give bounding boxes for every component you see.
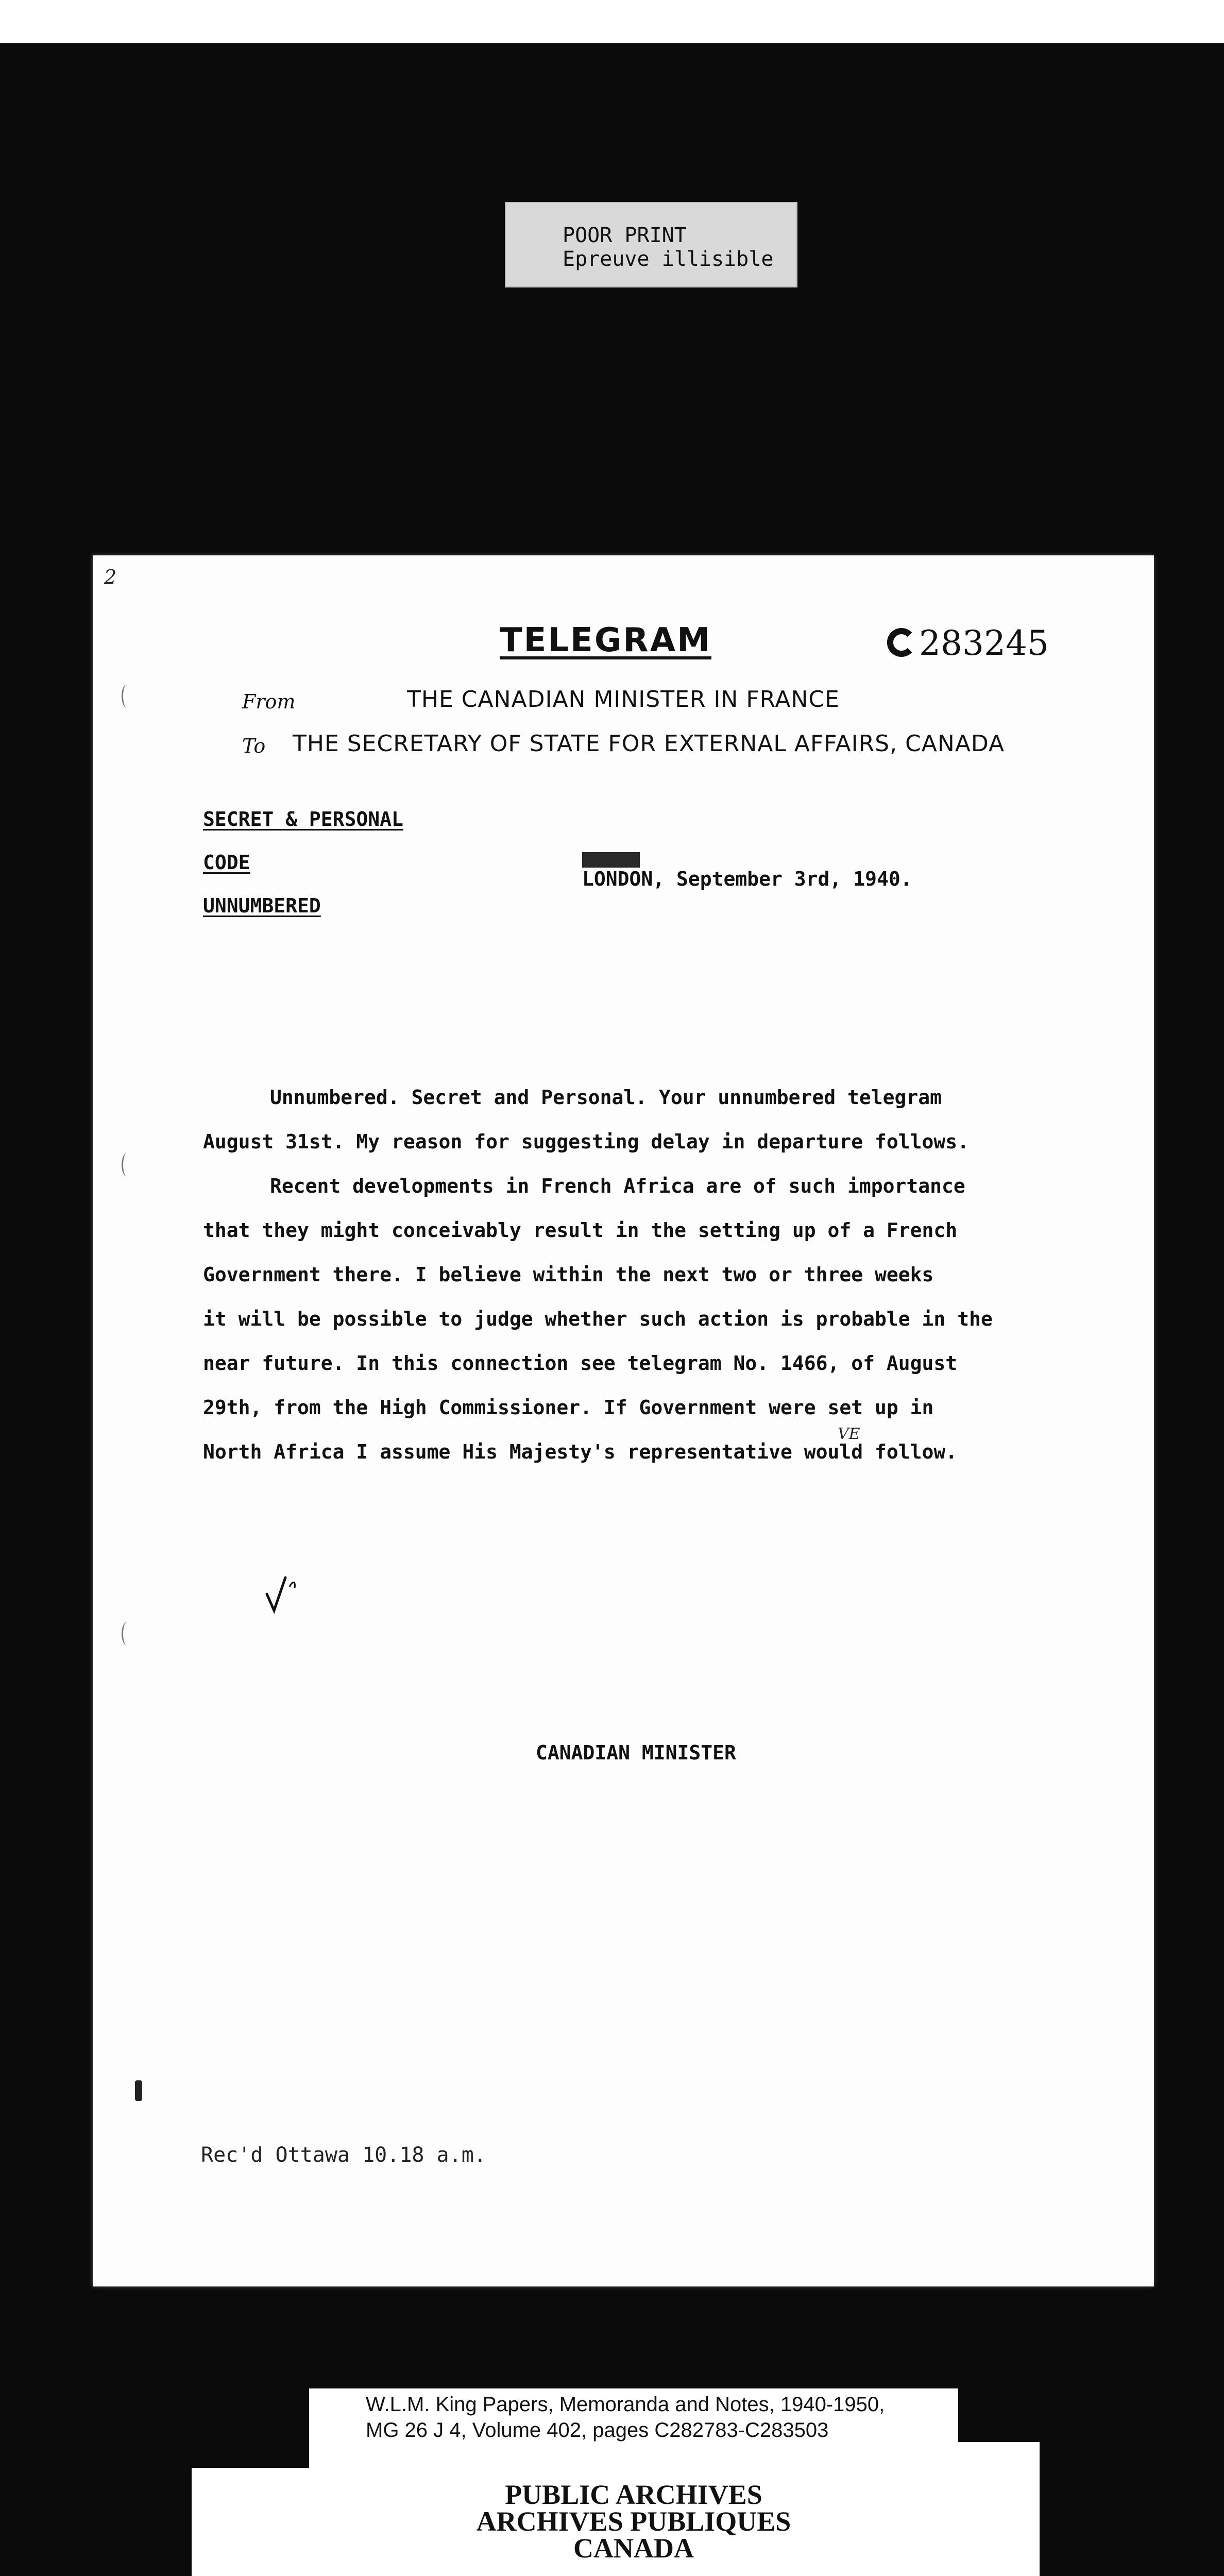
top-margin-strip	[0, 0, 1224, 43]
place-date: LONDON, September 3rd, 1940.	[582, 868, 912, 890]
body-line: it will be possible to judge whether such action is probable in the	[203, 1308, 993, 1330]
body-line: Recent developments in French Africa are of such importance	[270, 1175, 965, 1197]
handwritten-correction: VE	[838, 1425, 860, 1443]
telegram-page	[93, 555, 1154, 2286]
footer-notch	[958, 2401, 1040, 2442]
body-line: Government there. I believe within the next two or three weeks	[203, 1263, 934, 1286]
telegram-title: TELEGRAM	[500, 621, 711, 659]
body-line: 29th, from the High Commissioner. If Government were set up in	[203, 1396, 934, 1419]
stamp-line-2: Epreuve illisible	[563, 247, 774, 271]
pin-mark	[135, 2080, 142, 2101]
archive-citation	[366, 2392, 885, 2443]
body-line: near future. In this connection see telegram No. 1466, of August	[203, 1352, 958, 1375]
archive-name	[309, 2481, 958, 2562]
to-value: THE SECRETARY OF STATE FOR EXTERNAL AFFAIRS, CANADA	[293, 731, 1005, 757]
archive-c-icon	[886, 628, 916, 657]
archive-line-1: PUBLIC ARCHIVES	[505, 2479, 762, 2510]
binder-hole-mark	[122, 1622, 132, 1646]
binder-hole-mark	[122, 684, 132, 708]
archive-line-3: CANADA	[573, 2533, 694, 2564]
citation-line-2: MG 26 J 4, Volume 402, pages C282783-C283503	[366, 2419, 829, 2442]
handwritten-margin-note: 2	[104, 566, 117, 588]
stamp-line-1: POOR PRINT	[563, 224, 687, 247]
footer-notch	[192, 2401, 311, 2468]
redaction-bar	[582, 852, 640, 868]
binder-hole-mark	[122, 1153, 132, 1177]
from-label: From	[242, 690, 296, 713]
classification-code: CODE	[203, 851, 250, 874]
body-line: August 31st. My reason for suggesting delay in departure follows.	[203, 1130, 970, 1153]
document-number: 283245	[919, 623, 1049, 663]
body-line: Unnumbered. Secret and Personal. Your unnumbered telegram	[270, 1086, 942, 1109]
signature: CANADIAN MINISTER	[536, 1741, 736, 1764]
body-line: that they might conceivably result in the setting up of a French	[203, 1219, 958, 1242]
classification-secret: SECRET & PERSONAL	[203, 808, 403, 831]
received-stamp: Rec'd Ottawa 10.18 a.m.	[201, 2143, 486, 2167]
archive-line-2: ARCHIVES PUBLIQUES	[476, 2506, 791, 2537]
to-label: To	[242, 735, 266, 757]
body-line: North Africa I assume His Majesty's representative would follow.	[203, 1440, 958, 1463]
poor-print-stamp	[505, 202, 797, 287]
citation-line-1: W.L.M. King Papers, Memoranda and Notes, 1940-1950,	[366, 2393, 885, 2416]
classification-unnumbered: UNNUMBERED	[203, 894, 321, 917]
from-value: THE CANADIAN MINISTER IN FRANCE	[407, 686, 840, 713]
handwritten-check-icon	[263, 1573, 309, 1615]
